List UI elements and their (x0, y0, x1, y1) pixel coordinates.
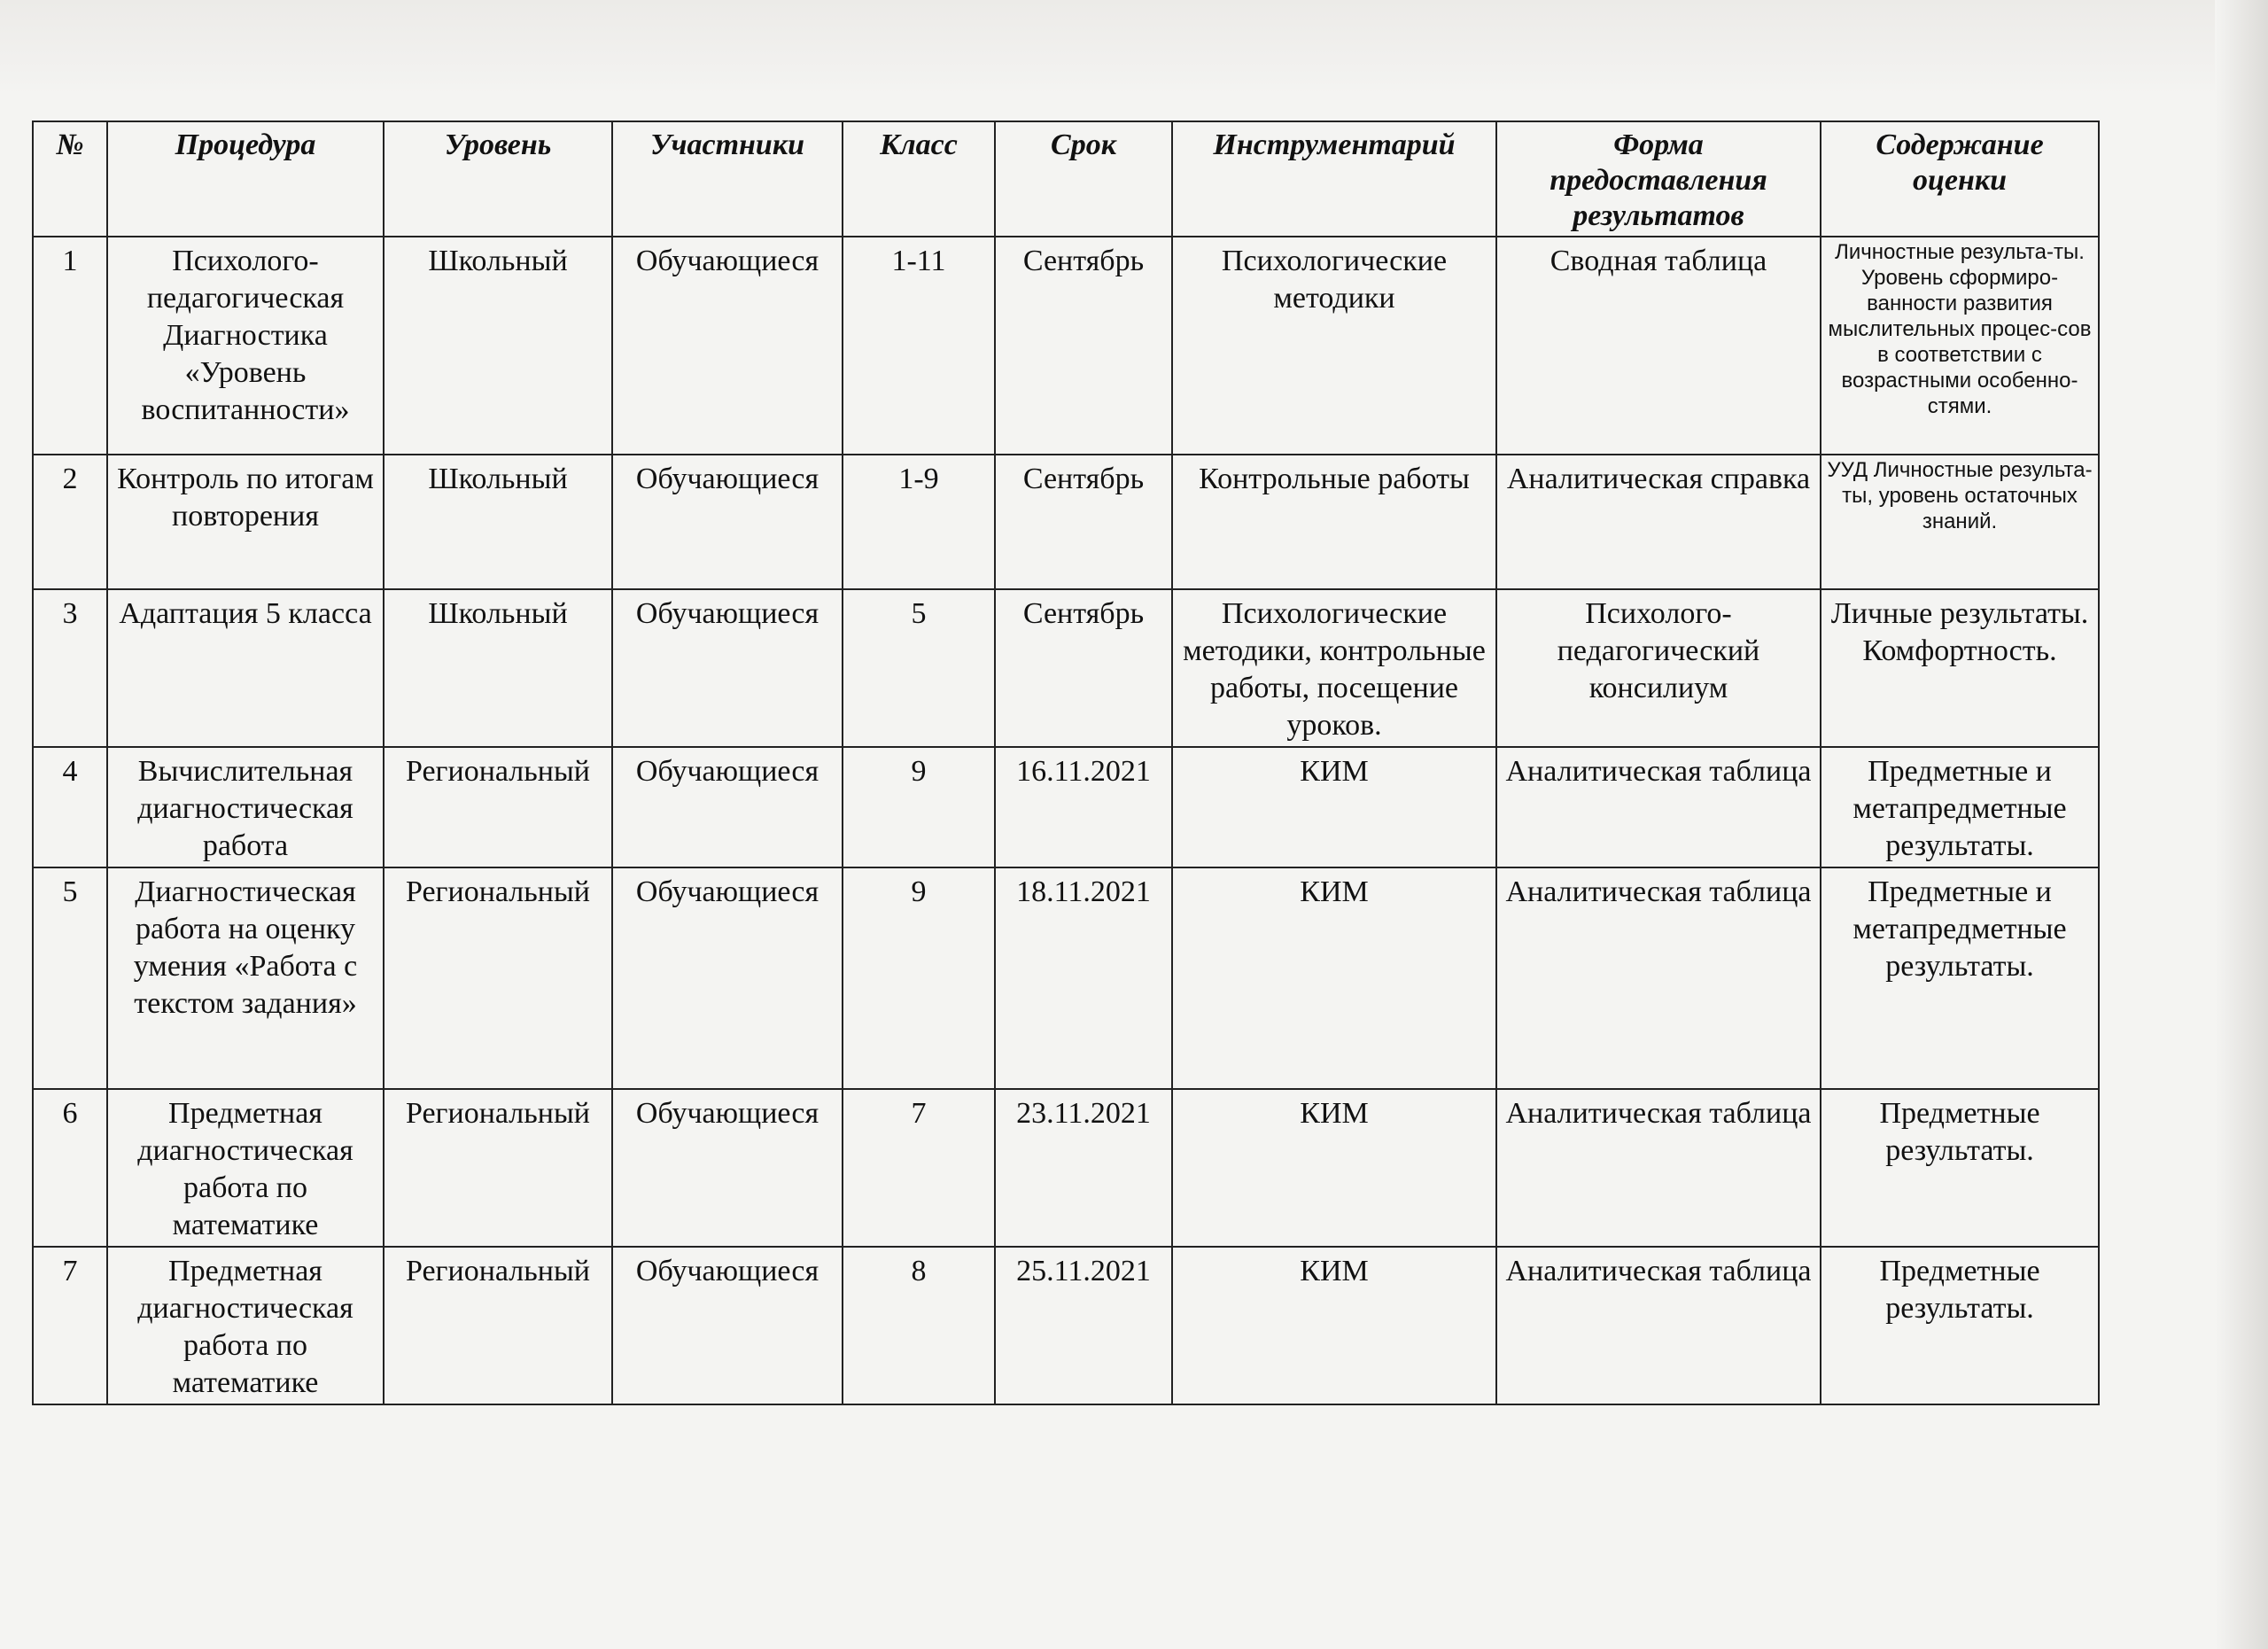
table-row (33, 867, 2099, 1089)
cell-grade: 9 (843, 867, 995, 1089)
cell-num: 2 (33, 455, 107, 589)
cell-form: Аналитическая таблица (1496, 867, 1821, 1089)
scan-top-shadow (0, 0, 2268, 97)
assessment-procedures-table (32, 121, 2100, 1405)
cell-level: Региональный (384, 1089, 612, 1247)
cell-form: Психолого-педагогический консилиум (1496, 589, 1821, 747)
header-form: Форма предоставления результатов (1496, 121, 1821, 237)
cell-tools: КИМ (1172, 747, 1496, 867)
table-row (33, 237, 2099, 455)
cell-grade: 8 (843, 1247, 995, 1404)
cell-procedure: Предметная диагностическая работа по математике (107, 1247, 384, 1404)
header-participants: Участники (612, 121, 843, 237)
cell-form: Аналитическая таблица (1496, 747, 1821, 867)
cell-form: Аналитическая таблица (1496, 1089, 1821, 1247)
header-num: № (33, 121, 107, 237)
cell-content: Предметные результаты. (1821, 1089, 2099, 1247)
cell-content: Предметные результаты. (1821, 1247, 2099, 1404)
cell-procedure: Психолого-педагогическая Диагностика «Уровень воспитанности» (107, 237, 384, 455)
cell-tools: КИМ (1172, 1247, 1496, 1404)
cell-num: 4 (33, 747, 107, 867)
cell-form: Аналитическая таблица (1496, 1247, 1821, 1404)
cell-num: 3 (33, 589, 107, 747)
table-row (33, 1247, 2099, 1404)
cell-level: Региональный (384, 747, 612, 867)
cell-grade: 1-11 (843, 237, 995, 455)
cell-level: Региональный (384, 867, 612, 1089)
cell-level: Школьный (384, 589, 612, 747)
cell-procedure: Предметная диагностическая работа по математике (107, 1089, 384, 1247)
cell-participants: Обучающиеся (612, 747, 843, 867)
header-procedure: Процедура (107, 121, 384, 237)
cell-grade: 7 (843, 1089, 995, 1247)
cell-content: Личные результаты. Комфортность. (1821, 589, 2099, 747)
cell-participants: Обучающиеся (612, 867, 843, 1089)
cell-tools: КИМ (1172, 867, 1496, 1089)
cell-procedure: Диагностическая работа на оценку умения «Работа с текстом задания» (107, 867, 384, 1089)
cell-procedure: Адаптация 5 класса (107, 589, 384, 747)
table-header-row (33, 121, 2099, 237)
table-row (33, 455, 2099, 589)
cell-content: Предметные и метапредметные результаты. (1821, 747, 2099, 867)
cell-form: Сводная таблица (1496, 237, 1821, 455)
table-row (33, 589, 2099, 747)
cell-level: Региональный (384, 1247, 612, 1404)
cell-content: УУД Личностные результа-ты, уровень остаточных знаний. (1821, 455, 2099, 589)
cell-term: 25.11.2021 (995, 1247, 1172, 1404)
cell-tools: Психологические методики, контрольные работы, посещение уроков. (1172, 589, 1496, 747)
cell-participants: Обучающиеся (612, 589, 843, 747)
cell-level: Школьный (384, 237, 612, 455)
cell-term: Сентябрь (995, 237, 1172, 455)
header-level: Уровень (384, 121, 612, 237)
cell-procedure: Вычислительная диагностическая работа (107, 747, 384, 867)
cell-term: 23.11.2021 (995, 1089, 1172, 1247)
cell-term: 18.11.2021 (995, 867, 1172, 1089)
cell-term: Сентябрь (995, 589, 1172, 747)
cell-num: 6 (33, 1089, 107, 1247)
table-row (33, 747, 2099, 867)
header-term: Срок (995, 121, 1172, 237)
cell-num: 1 (33, 237, 107, 455)
cell-participants: Обучающиеся (612, 1089, 843, 1247)
cell-num: 5 (33, 867, 107, 1089)
cell-level: Школьный (384, 455, 612, 589)
cell-grade: 9 (843, 747, 995, 867)
cell-procedure: Контроль по итогам повторения (107, 455, 384, 589)
cell-content: Личностные результа-ты. Уровень сформиро-ванности развития мыслительных процес-сов в соответствии с возрастными особенно-стями. (1821, 237, 2099, 455)
cell-grade: 5 (843, 589, 995, 747)
cell-participants: Обучающиеся (612, 237, 843, 455)
cell-form: Аналитическая справка (1496, 455, 1821, 589)
cell-tools: Психологические методики (1172, 237, 1496, 455)
cell-term: 16.11.2021 (995, 747, 1172, 867)
cell-term: Сентябрь (995, 455, 1172, 589)
header-grade: Класс (843, 121, 995, 237)
header-content: Содержание оценки (1821, 121, 2099, 237)
cell-grade: 1-9 (843, 455, 995, 589)
table-row (33, 1089, 2099, 1247)
scan-right-edge (2215, 0, 2268, 1649)
cell-content: Предметные и метапредметные результаты. (1821, 867, 2099, 1089)
cell-participants: Обучающиеся (612, 1247, 843, 1404)
cell-tools: КИМ (1172, 1089, 1496, 1247)
header-tools: Инструментарий (1172, 121, 1496, 237)
cell-num: 7 (33, 1247, 107, 1404)
cell-tools: Контрольные работы (1172, 455, 1496, 589)
cell-participants: Обучающиеся (612, 455, 843, 589)
